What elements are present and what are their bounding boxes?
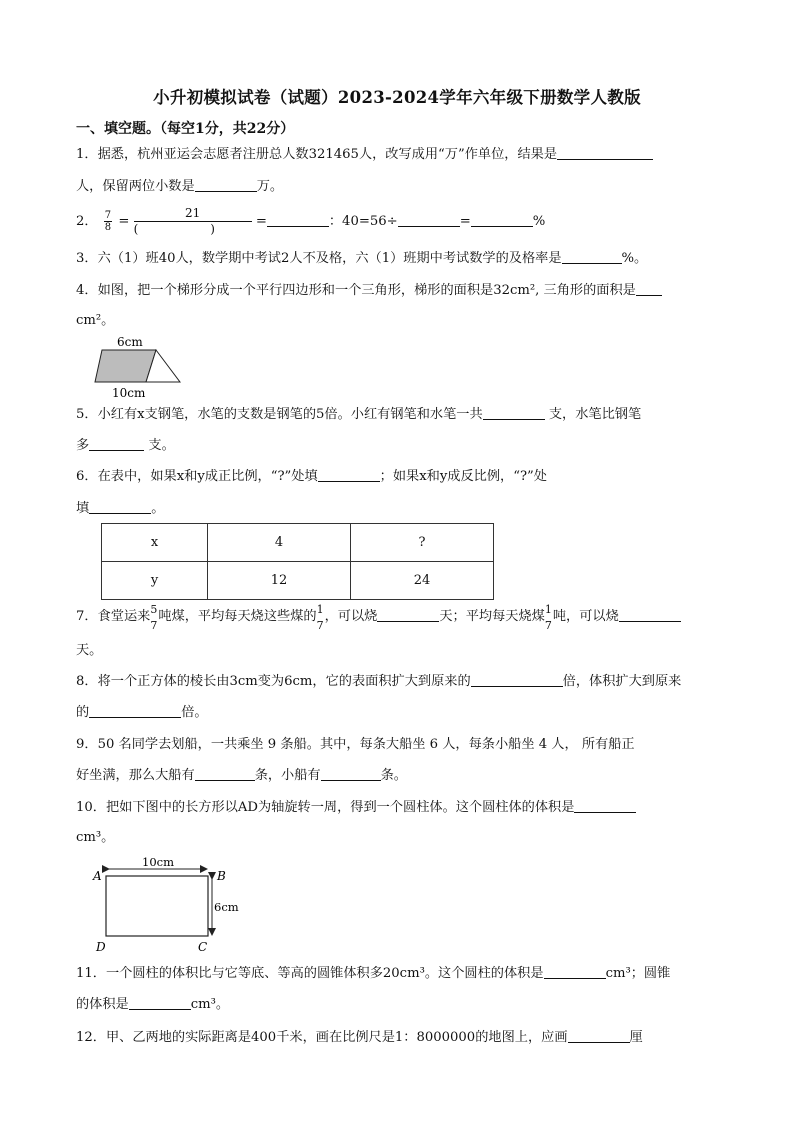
vertex-b: B: [217, 869, 226, 883]
question-6-line-2: 填 。: [76, 501, 165, 516]
question-10-line-1: 10．把如下图中的长方形以AD为轴旋转一周，得到一个圆柱体。这个圆柱体的体积是: [76, 799, 636, 817]
question-2: 2． $\frac{7}{8}$ = $\frac{21}{( )}$ = ：40=56÷ = %: [76, 206, 546, 236]
fraction-7-8: $\frac{7}{8}$: [104, 210, 112, 233]
question-11-line-2: 的体积是 cm³。: [76, 997, 230, 1012]
answer-blank[interactable]: [267, 213, 329, 227]
answer-blank[interactable]: [129, 996, 191, 1010]
answer-blank[interactable]: [195, 178, 257, 192]
question-7-line-2: 天。: [76, 643, 103, 658]
question-5-line-2: 多 支。: [76, 438, 175, 453]
answer-blank[interactable]: [636, 282, 662, 296]
question-8-line-2: 的 倍。: [76, 705, 208, 720]
label-10cm: 10cm: [142, 855, 174, 869]
answer-blank[interactable]: [89, 500, 151, 514]
answer-blank[interactable]: [544, 965, 606, 979]
question-9-line-1: 9．50 名同学去划船，一共乘坐 9 条船。其中，每条大船坐 6 人，每条小船坐 4 人， 所有船正: [76, 737, 635, 752]
vertex-a: A: [93, 869, 102, 883]
answer-blank[interactable]: [619, 608, 681, 622]
label-6cm: 6cm: [214, 900, 239, 914]
answer-blank[interactable]: [471, 213, 533, 227]
answer-blank[interactable]: [568, 1029, 630, 1043]
answer-blank[interactable]: [471, 673, 563, 687]
question-11-line-1: 11．一个圆柱的体积比与它等底、等高的圆锥体积多20cm³。这个圆柱的体积是 cm³；圆锥: [76, 966, 671, 981]
section-heading: 一、填空题。（每空1分，共22分）: [76, 121, 295, 137]
fraction-21-blank: $\frac{21}{( )}$: [134, 206, 252, 237]
question-3: 3．六（1）班40人，数学期中考试2人不及格，六（1）班期中考试数学的及格率是 %。: [76, 251, 648, 266]
question-4-line-2: cm²。: [76, 313, 115, 328]
parallelogram-shape: [95, 350, 156, 382]
rectangle-abcd: [106, 876, 208, 936]
answer-blank[interactable]: [483, 406, 545, 420]
question-1-line-2: 人，保留两位小数是 万。: [76, 179, 284, 194]
answer-blank[interactable]: [89, 437, 144, 451]
label-6cm: 6cm: [117, 335, 143, 349]
vertex-c: C: [198, 940, 208, 954]
answer-blank[interactable]: [562, 250, 622, 264]
answer-blank[interactable]: [321, 767, 381, 781]
fraction-5-7: 5 7: [150, 603, 158, 632]
answer-blank[interactable]: [318, 468, 380, 482]
answer-blank[interactable]: [557, 146, 653, 160]
fraction-1-7: 1 7: [544, 603, 552, 632]
question-5-line-1: 5．小红有x支钢笔，水笔的支数是钢笔的5倍。小红有钢笔和水笔一共 支，水笔比钢笔: [76, 407, 642, 422]
answer-blank[interactable]: [574, 799, 636, 813]
question-12: 12．甲、乙两地的实际距离是400千米，画在比例尺是1：8000000的地图上，应画 厘: [76, 1030, 643, 1045]
rectangle-figure: [88, 852, 248, 956]
fraction-1-7: 1 7: [316, 603, 324, 632]
answer-blank[interactable]: [398, 213, 460, 227]
page-title: 小升初模拟试卷（试题）2023-2024学年六年级下册数学人教版: [153, 88, 641, 107]
table-row: y 12 24: [102, 562, 494, 600]
label-10cm: 10cm: [112, 386, 146, 400]
answer-blank[interactable]: [195, 767, 255, 781]
question-9-line-2: 好坐满，那么大船有 条，小船有 条。: [76, 768, 407, 783]
trapezoid-figure: [88, 334, 198, 400]
question-10-line-2: cm³。: [76, 830, 115, 845]
vertex-d: D: [96, 940, 106, 954]
question-7-line-1: 7．食堂运来 5 7 吨煤，平均每天烧这些煤的 1 7 ，可以烧 天；平均每天烧煤 1 7 吨，可以烧: [76, 608, 681, 626]
question-6-line-1: 6．在表中，如果x和y成正比例，“?”处填 ；如果x和y成反比例，“?”处: [76, 469, 547, 484]
question-4-line-1: 4．如图，把一个梯形分成一个平行四边形和一个三角形，梯形的面积是32cm², 三角形的面积是: [76, 282, 662, 300]
proportion-table: [101, 523, 494, 600]
question-1-line-1: 1．据悉，杭州亚运会志愿者注册总人数321465人，改写成用“万”作单位，结果是: [76, 146, 653, 164]
answer-blank[interactable]: [377, 608, 439, 622]
table-row: x 4 ?: [102, 524, 494, 562]
answer-blank[interactable]: [89, 704, 181, 718]
question-8-line-1: 8．将一个正方体的棱长由3cm变为6cm，它的表面积扩大到原来的 倍，体积扩大到原来: [76, 674, 682, 689]
